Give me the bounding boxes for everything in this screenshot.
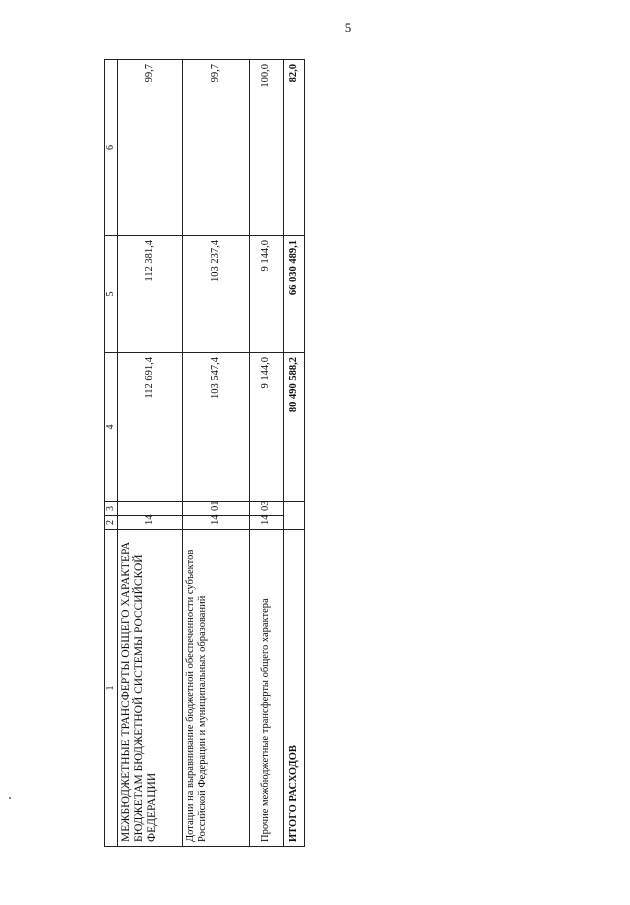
row-col5: 112 381,4 (118, 236, 183, 353)
row-col5: 9 144,0 (250, 236, 284, 353)
total-row (284, 60, 305, 847)
table-row (118, 60, 183, 847)
total-col6: 82,0 (284, 60, 305, 236)
header-cell-2: 2 (105, 516, 118, 530)
total-col4: 80 490 588,2 (284, 353, 305, 502)
rotated-table-frame (104, 60, 299, 847)
row-col5: 103 237,4 (183, 236, 250, 353)
total-col5: 66 030 489,1 (284, 236, 305, 353)
header-cell-3: 3 (105, 502, 118, 516)
row-col4: 112 691,4 (118, 353, 183, 502)
total-label: ИТОГО РАСХОДОВ (284, 530, 305, 847)
row-col6: 99,7 (118, 60, 183, 236)
row-rz: 14 (118, 516, 183, 530)
row-pr: 01 (183, 502, 250, 516)
budget-table (104, 59, 305, 847)
budget-table-container (104, 60, 299, 847)
header-cell-5: 5 (105, 236, 118, 353)
row-name: МЕЖБЮДЖЕТНЫЕ ТРАНСФЕРТЫ ОБЩЕГО ХАРАКТЕРА БЮДЖЕТАМ БЮДЖЕТНОЙ СИСТЕМЫ РОССИЙСКОЙ ФЕДЕРАЦИИ (118, 530, 183, 847)
row-col4: 103 547,4 (183, 353, 250, 502)
row-name: Прочие межбюджетные трансферты общего характера (250, 530, 284, 847)
total-empty-cell (284, 502, 305, 530)
header-cell-4: 4 (105, 353, 118, 502)
row-rz: 14 (250, 516, 284, 530)
row-col6: 99,7 (183, 60, 250, 236)
header-row (105, 60, 118, 847)
row-col4: 9 144,0 (250, 353, 284, 502)
row-pr: 03 (250, 502, 284, 516)
table-row (183, 60, 250, 847)
header-cell-6: 6 (105, 60, 118, 236)
row-col6: 100,0 (250, 60, 284, 236)
table-row (250, 60, 284, 847)
header-cell-1: 1 (105, 530, 118, 847)
scan-speck (9, 797, 11, 799)
row-name: Дотации на выравнивание бюджетной обеспеченности субъектов Российской Федерации и муниципальных образований (183, 530, 250, 847)
row-rz: 14 (183, 516, 250, 530)
page-number: 5 (344, 20, 352, 35)
